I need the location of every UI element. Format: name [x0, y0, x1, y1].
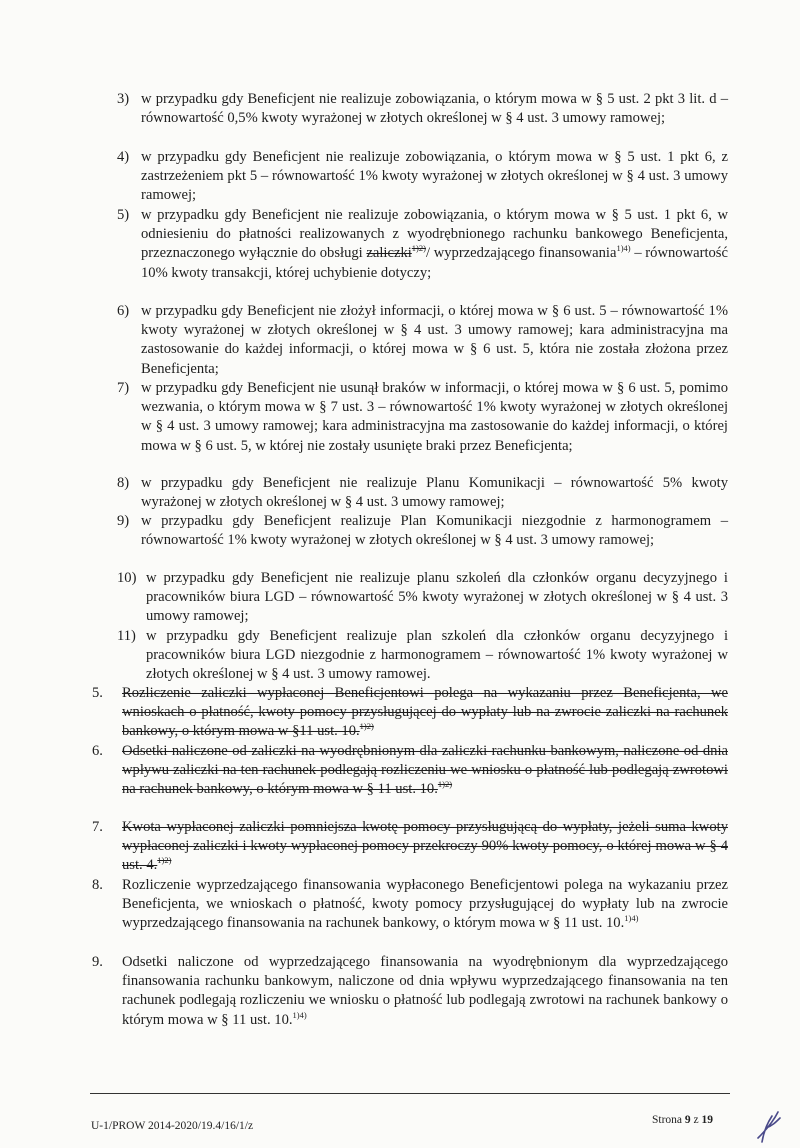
page-word: Strona [652, 1114, 683, 1126]
item-number: 11) [117, 628, 136, 644]
paragraph-7 [92, 818, 728, 876]
text-run: zaliczki [366, 245, 412, 262]
list-item-6 [117, 302, 728, 379]
paragraph-5 [92, 684, 728, 742]
text-run: w przypadku gdy Beneficjent nie usunął braków w informacji, o której mowa w § 6 ust. 5, pomimo wezwania, o którym mowa w § 7 ust. 3 – równowartość 1% kwoty wyrażonej w złotych określonej w § 4 ust. 3 umowy ramowej; kara administracyjna ma zastosowanie do każdej informacji, o której mowa w § 6 ust. 5, w której nie zostały usunięte braki przez Beneficjenta; [141, 380, 728, 454]
paragraph-6 [92, 742, 728, 800]
item-number: 8) [117, 475, 130, 491]
text-run: w przypadku gdy Beneficjent realizuje Plan Komunikacji niezgodnie z harmonogramem – równowartość 1% kwoty wyrażonej w złotych określonej w § 4 ust. 3 umowy ramowej; [141, 513, 728, 549]
document-code: U-1/PROW 2014-2020/19.4/16/1/z [91, 1120, 254, 1132]
item-number: 6) [117, 303, 130, 319]
page-of: z [693, 1114, 699, 1126]
page-current: 9 [684, 1114, 691, 1126]
text-run: Odsetki naliczone od wyprzedzającego finansowania na wyodrębnionym dla wyprzedzającego finansowania rachunku bankowym, naliczone od dnia wpływu wyprzedzającego finansowania na ten rachunek podlegają rozliczeniu we wniosku o płatność lub podlegają zwrotowi na rachunek bankowy o którym mowa w § 11 ust. 10. [122, 954, 728, 1028]
item-text [141, 90, 728, 128]
text-run: – równowartość 10% kwoty transakcji, której uchybienie dotyczy; [141, 245, 728, 281]
page-number [652, 1114, 713, 1126]
item-number: 10) [117, 570, 137, 586]
page-total: 19 [701, 1114, 714, 1126]
item-text [141, 379, 728, 456]
item-text [146, 569, 728, 627]
paragraph-text [122, 742, 728, 800]
footnote-ref: 1)4) [292, 1009, 307, 1020]
handwritten-initials [748, 1108, 788, 1148]
text-run: w przypadku gdy Beneficjent nie realizuje planu szkoleń dla członków organu decyzyjnego i pracowników biura LGD – równowartość 5% kwoty wyrażonej w złotych określonej w § 4 ust. 3 umowy ramowej; [146, 570, 728, 625]
text-run: w przypadku gdy Beneficjent nie realizuje zobowiązania, o którym mowa w § 5 ust. 1 pkt 6, z zastrzeżeniem pkt 5 – równowartość 1% kwoty wyrażonej w złotych określonej w § 4 ust. 3 umowy ramowej; [141, 149, 728, 204]
paragraph-8 [92, 876, 728, 934]
text-run: w przypadku gdy Beneficjent nie realizuje Planu Komunikacji – równowartość 5% kwoty wyrażonej w złotych określonej w § 4 ust. 3 umowy ramowej; [141, 475, 728, 511]
list-item-11 [117, 627, 728, 685]
text-run: w przypadku gdy Beneficjent realizuje plan szkoleń dla członków organu decyzyjnego i pracowników biura LGD niezgodnie z harmonogramem – równowartość 1% kwoty wyrażonej w złotych określonej w § 4 ust. 3 umowy ramowej. [146, 628, 728, 683]
item-text [141, 302, 728, 379]
text-run: Rozliczenie zaliczki wypłaconej Beneficjentowi polega na wykazaniu przez Beneficjenta, we wnioskach o płatność, kwoty pomocy przysługującej do wypłaty lub na zwrocie zaliczki na rachunek bankowy, o którym mowa w §11 ust. 10. [122, 685, 728, 740]
list-item-9 [117, 512, 728, 550]
text-run: Rozliczenie wyprzedzającego finansowania wypłaconego Beneficjentowi polega na wykazaniu przez Beneficjenta, we wnioskach o płatność, kwoty pomocy przysługującej do wypłaty lub na zwrocie wyprzedzającego finansowania na rachunek bankowy, o którym mowa w § 11 ust. 10. [122, 877, 728, 932]
paragraph-text [122, 684, 728, 742]
text-run: Kwota wypłaconej zaliczki pomniejsza kwotę pomocy przysługującą do wypłaty, jeżeli suma kwoty wypłaconej zaliczki i kwoty wypłaconej pomocy przekroczy 90% kwoty pomocy, o której mowa w § 4 ust. 4. [122, 819, 728, 874]
paragraph-text [122, 876, 728, 934]
paragraph-text [122, 818, 728, 876]
item-number: 4) [117, 149, 130, 165]
footer-rule [90, 1093, 730, 1094]
text-run: Odsetki naliczone od zaliczki na wyodrębnionym dla zaliczki rachunku bankowym, naliczone od dnia wpływu zaliczki na ten rachunek podlegają rozliczeniu we wniosku o płatność lub podlegają zwrotowi na rachunek bankowy, o którym mowa w § 11 ust. 10. [122, 743, 728, 798]
item-text [141, 512, 728, 550]
list-item-3 [117, 90, 728, 128]
item-number: 7) [117, 380, 130, 396]
item-number: 3) [117, 91, 130, 107]
paragraph-number: 8. [92, 877, 103, 893]
paragraph-number: 6. [92, 743, 103, 759]
item-text [141, 148, 728, 206]
paragraph-9 [92, 953, 728, 1030]
footnote-ref: 1)2) [359, 721, 374, 732]
item-text [141, 206, 728, 283]
list-item-8 [117, 474, 728, 512]
list-item-7 [117, 379, 728, 456]
item-number: 9) [117, 513, 130, 529]
paragraph-number: 7. [92, 819, 103, 835]
item-text [146, 627, 728, 685]
footnote-ref: 1)4) [616, 243, 631, 254]
list-item-5 [117, 206, 728, 283]
footnote-ref: 1)2) [411, 243, 426, 254]
text-run: w przypadku gdy Beneficjent nie realizuje zobowiązania, o którym mowa w § 5 ust. 2 pkt 3 lit. d – równowartość 0,5% kwoty wyrażonej w złotych określonej w § 4 ust. 3 umowy ramowej; [141, 91, 728, 127]
list-item-10 [117, 569, 728, 627]
text-run: / wyprzedzającego finansowania [425, 245, 617, 262]
paragraph-text [122, 953, 728, 1030]
item-text [141, 474, 728, 512]
footnote-ref: 1)2) [437, 779, 453, 790]
footnote-ref: 1)2) [157, 855, 172, 866]
footnote-ref: 1)4) [624, 913, 639, 924]
paragraph-number: 9. [92, 954, 103, 970]
list-item-4 [117, 148, 728, 206]
text-run: w przypadku gdy Beneficjent nie realizuje zobowiązania, o którym mowa w § 5 ust. 1 pkt 6, w odniesieniu do płatności realizowanych z wyodrębnionego rachunku bankowego Beneficjenta, przeznaczonego wyłącznie do obsługi [141, 207, 728, 262]
text-run: w przypadku gdy Beneficjent nie złożył informacji, o której mowa w § 6 ust. 5 – równowartość 1% kwoty wyrażonej w złotych określonej w § 4 ust. 3 umowy ramowej; kara administracyjna ma zastosowanie do każdej informacji, o której mowa w § 6 ust. 5, która nie została złożona przez Beneficjenta; [141, 303, 728, 377]
item-number: 5) [117, 207, 130, 223]
paragraph-number: 5. [92, 685, 103, 701]
